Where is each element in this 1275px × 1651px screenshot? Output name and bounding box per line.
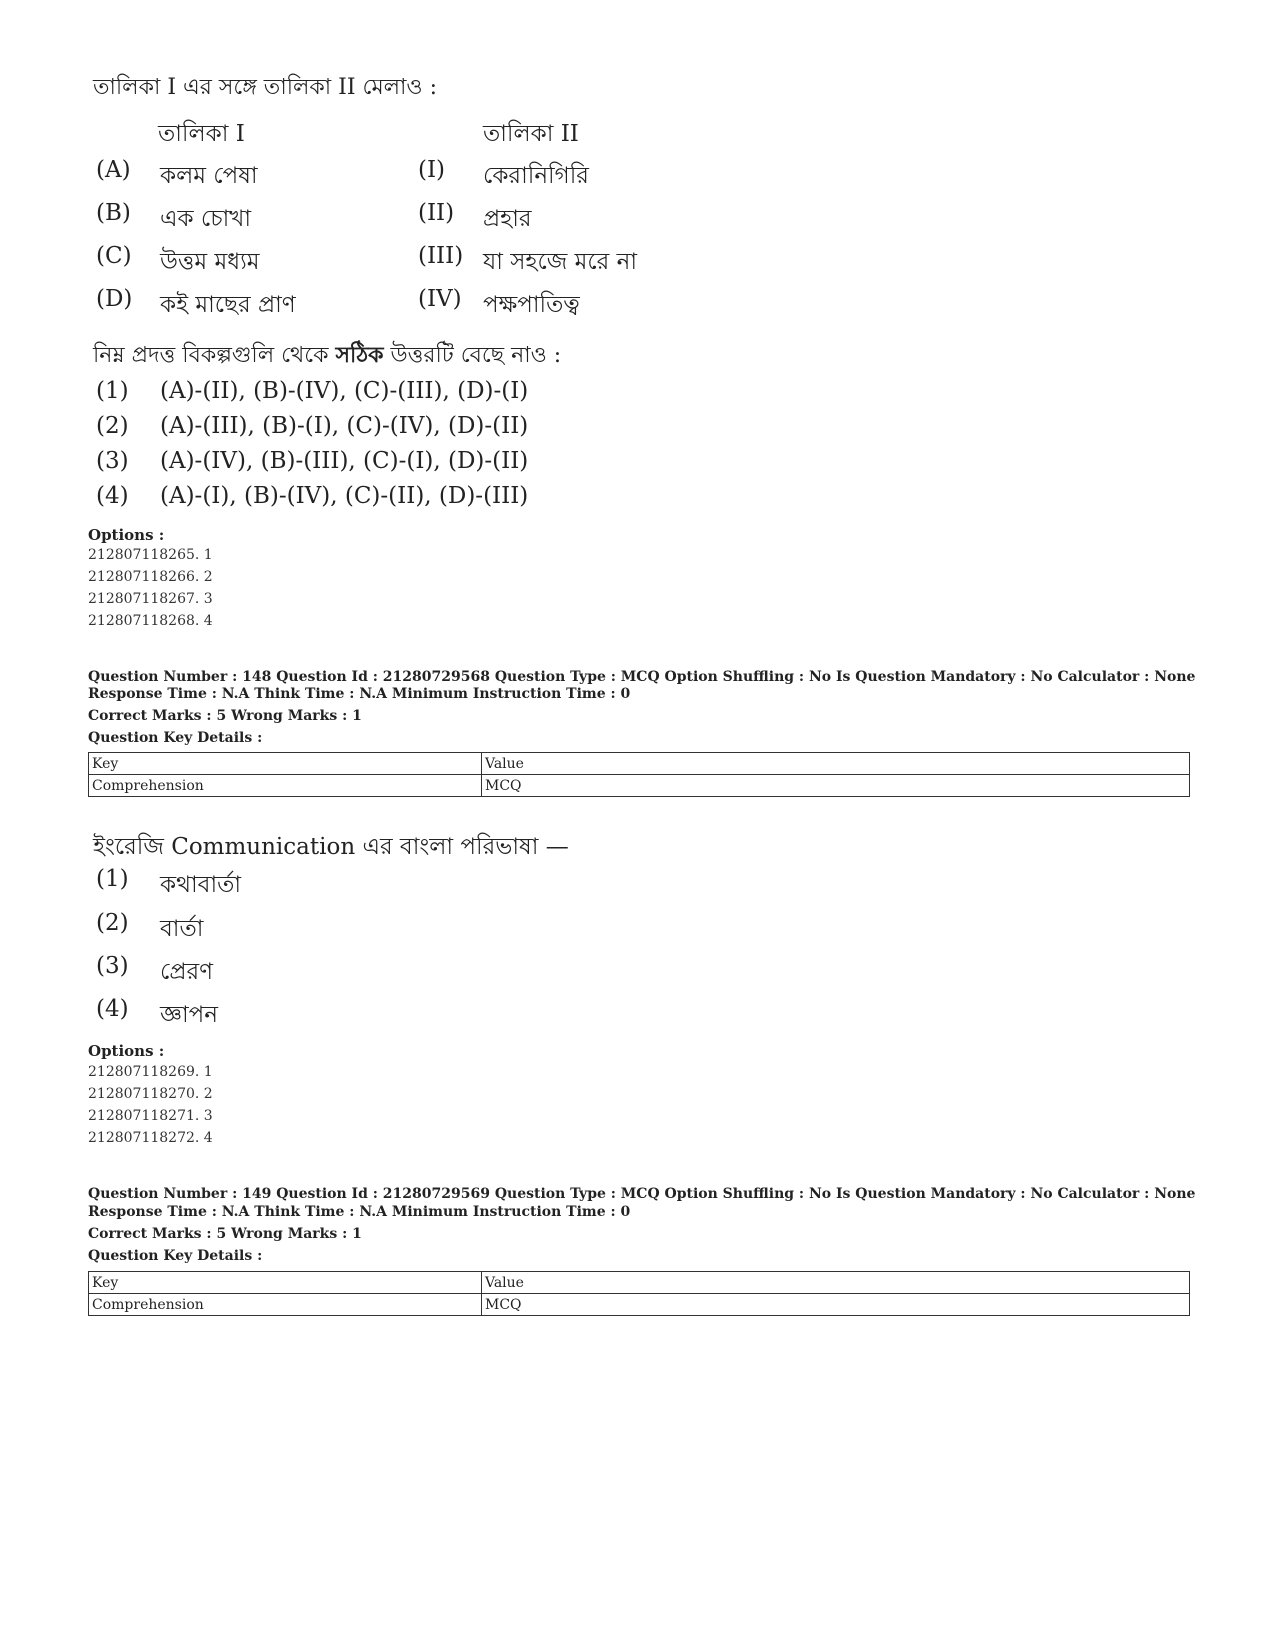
match-row [0, 200, 1275, 240]
table-cell-key: Comprehension [89, 1294, 482, 1316]
table-cell-value: MCQ [482, 1294, 1190, 1316]
choice-number: (3) [96, 448, 129, 474]
row-text: এক চোখা [160, 206, 252, 232]
options-label: Options : [88, 526, 165, 544]
question-text-en: Communication [171, 834, 356, 860]
question-text: তালিকা I এর সঙ্গে তালিকা II মেলাও : [93, 75, 438, 100]
choice-number: (4) [96, 483, 129, 509]
choice-number: (1) [96, 378, 129, 404]
option-id: 212807118265. 1 [88, 547, 213, 563]
choice-number: (2) [96, 413, 129, 439]
option-id: 212807118267. 3 [88, 591, 213, 607]
option-id: 212807118266. 2 [88, 569, 213, 585]
match-row [0, 157, 1275, 197]
question-meta-line: Question Number : 149 Question Id : 21280729569 Question Type : MCQ Option Shuffling : No Is Question Mandatory : No Calculator : None [88, 1186, 1196, 1202]
table-row [89, 775, 1190, 797]
choice-number: (1) [96, 866, 129, 892]
choice-number: (3) [96, 953, 129, 979]
row-text: কেরানিগিরি [483, 163, 589, 189]
question-meta-line: Response Time : N.A Think Time : N.A Minimum Instruction Time : 0 [88, 686, 631, 702]
row-text: কলম পেষা [160, 163, 258, 189]
row-text: কই মাছের প্রাণ [160, 292, 296, 318]
question-meta-line: Question Number : 148 Question Id : 21280729568 Question Type : MCQ Option Shuffling : No Is Question Mandatory : No Calculator : None [88, 669, 1196, 685]
instruction-bold: সঠিক [335, 342, 384, 368]
choice-number: (4) [96, 996, 129, 1022]
row-label: (I) [418, 157, 446, 183]
instruction-pre: নিম্ন প্রদত্ত বিকল্পগুলি থেকে [93, 343, 336, 368]
choice-number: (2) [96, 910, 129, 936]
row-label: (B) [96, 200, 131, 226]
table-header-key: Key [89, 1272, 482, 1294]
match-row [0, 286, 1275, 326]
option-id: 212807118270. 2 [88, 1086, 213, 1102]
choice-text: (A)-(I), (B)-(IV), (C)-(II), (D)-(III) [160, 483, 529, 509]
choice-text: (A)-(II), (B)-(IV), (C)-(III), (D)-(I) [160, 378, 529, 404]
choice-text: প্রেরণ [160, 959, 214, 985]
table-row [89, 753, 1190, 775]
key-table [88, 1271, 1190, 1316]
row-text: উত্তম মধ্যম [160, 249, 260, 275]
list-1-header: তালিকা I [158, 121, 245, 147]
table-header-key: Key [89, 753, 482, 775]
choice-text: জ্ঞাপন [160, 1002, 219, 1028]
marks-line: Correct Marks : 5 Wrong Marks : 1 [88, 1226, 362, 1242]
choice-text: বার্তা [160, 916, 204, 942]
key-table [88, 752, 1190, 797]
question-text [93, 828, 569, 867]
option-id: 212807118269. 1 [88, 1064, 213, 1080]
table-header-value: Value [482, 1272, 1190, 1294]
key-details-label: Question Key Details : [88, 1248, 263, 1264]
choice-text: (A)-(IV), (B)-(III), (C)-(I), (D)-(II) [160, 448, 529, 474]
option-id: 212807118272. 4 [88, 1130, 213, 1146]
list-2-header: তালিকা II [483, 121, 579, 147]
row-label: (IV) [418, 286, 462, 312]
instruction-text [93, 338, 561, 375]
table-row [89, 1294, 1190, 1316]
row-text: পক্ষপাতিত্ব [483, 292, 580, 318]
option-id: 212807118271. 3 [88, 1108, 213, 1124]
instruction-post: উত্তরটি বেছে নাও : [383, 343, 562, 368]
option-id: 212807118268. 4 [88, 613, 213, 629]
row-label: (C) [96, 243, 132, 269]
choice-text: কথাবার্তা [160, 872, 242, 898]
match-row [0, 243, 1275, 283]
table-cell-value: MCQ [482, 775, 1190, 797]
marks-line: Correct Marks : 5 Wrong Marks : 1 [88, 708, 362, 724]
question-text-bn-1: ইংরেজি [93, 834, 172, 860]
key-details-label: Question Key Details : [88, 730, 263, 746]
row-label: (A) [96, 157, 131, 183]
options-label: Options : [88, 1042, 165, 1060]
row-text: প্রহার [483, 206, 532, 232]
row-label: (II) [418, 200, 455, 226]
row-text: যা সহজে মরে না [483, 249, 638, 275]
question-meta-line: Response Time : N.A Think Time : N.A Minimum Instruction Time : 0 [88, 1204, 631, 1220]
row-label: (D) [96, 286, 133, 312]
choice-text: (A)-(III), (B)-(I), (C)-(IV), (D)-(II) [160, 413, 529, 439]
table-header-value: Value [482, 753, 1190, 775]
question-text-bn-2: এর বাংলা পরিভাষা — [355, 834, 569, 860]
table-row [89, 1272, 1190, 1294]
row-label: (III) [418, 243, 464, 269]
table-cell-key: Comprehension [89, 775, 482, 797]
